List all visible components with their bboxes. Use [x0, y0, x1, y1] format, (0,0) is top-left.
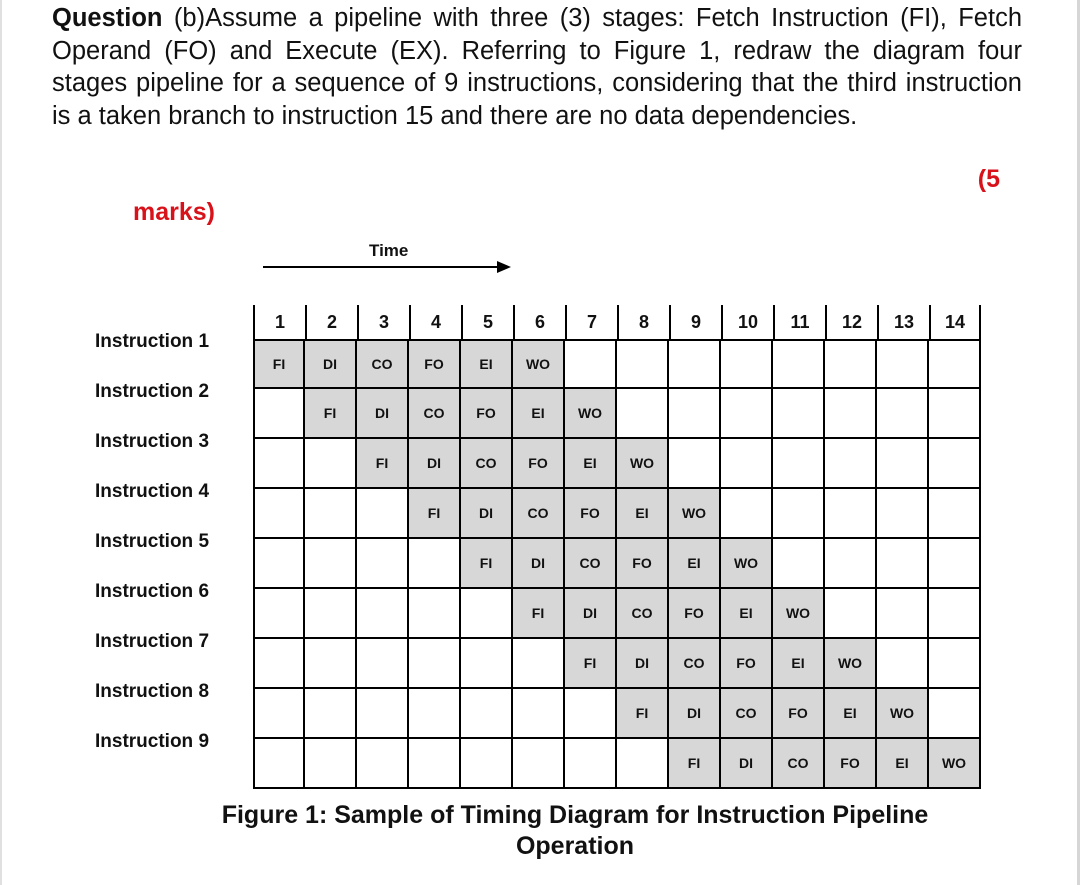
- stage-cell-ei: EI: [721, 589, 773, 639]
- stage-cell-ei: EI: [565, 439, 617, 489]
- empty-cell: [565, 689, 617, 739]
- empty-cell: [825, 339, 877, 389]
- instruction-label: Instruction 4: [95, 481, 210, 502]
- caption-line-2: Operation: [515, 832, 635, 860]
- stage-cell-fi: FI: [253, 339, 305, 389]
- empty-cell: [513, 639, 565, 689]
- empty-cell: [461, 639, 513, 689]
- instruction-label: Instruction 8: [95, 681, 210, 702]
- stage-cell-di: DI: [305, 339, 357, 389]
- empty-cell: [253, 539, 305, 589]
- empty-cell: [409, 539, 461, 589]
- empty-cell: [617, 389, 669, 439]
- time-column-header: 8: [617, 305, 669, 339]
- stage-cell-wo: WO: [773, 589, 825, 639]
- empty-cell: [825, 589, 877, 639]
- empty-cell: [877, 639, 929, 689]
- empty-cell: [825, 439, 877, 489]
- empty-cell: [929, 639, 981, 689]
- stage-cell-ei: EI: [669, 539, 721, 589]
- empty-cell: [253, 589, 305, 639]
- empty-cell: [721, 339, 773, 389]
- stage-cell-wo: WO: [929, 739, 981, 789]
- empty-cell: [773, 489, 825, 539]
- stage-cell-co: CO: [721, 689, 773, 739]
- empty-cell: [877, 539, 929, 589]
- stage-cell-wo: WO: [825, 639, 877, 689]
- empty-cell: [929, 539, 981, 589]
- empty-cell: [669, 389, 721, 439]
- empty-cell: [721, 439, 773, 489]
- stage-cell-ei: EI: [773, 639, 825, 689]
- time-column-header: 14: [929, 305, 981, 339]
- time-label: Time: [369, 241, 409, 260]
- question-body: (b)Assume a pipeline with three (3) stages: Fetch Instruction (FI), Fetch Operand (FO) and Execute (EX). Referring to Figure 1, redraw the diagram four stages pipeline for a sequence of 9 instructions, considering that the third instruction is a taken branch to instruction 15 and there are no data dependencies.: [52, 4, 1022, 130]
- empty-cell: [773, 339, 825, 389]
- stage-cell-fo: FO: [617, 539, 669, 589]
- stage-cell-co: CO: [409, 389, 461, 439]
- empty-cell: [877, 489, 929, 539]
- empty-cell: [357, 589, 409, 639]
- empty-cell: [929, 339, 981, 389]
- stage-cell-fi: FI: [305, 389, 357, 439]
- empty-cell: [409, 639, 461, 689]
- empty-cell: [877, 339, 929, 389]
- instruction-label: Instruction 7: [95, 631, 210, 652]
- instruction-label: Instruction 5: [95, 531, 210, 552]
- stage-cell-di: DI: [669, 689, 721, 739]
- stage-cell-co: CO: [773, 739, 825, 789]
- empty-cell: [669, 339, 721, 389]
- stage-cell-fo: FO: [773, 689, 825, 739]
- stage-cell-wo: WO: [877, 689, 929, 739]
- empty-cell: [357, 489, 409, 539]
- question-label: Question: [52, 4, 163, 32]
- empty-cell: [825, 489, 877, 539]
- stage-cell-fo: FO: [461, 389, 513, 439]
- empty-cell: [929, 389, 981, 439]
- stage-cell-ei: EI: [877, 739, 929, 789]
- stage-cell-fi: FI: [409, 489, 461, 539]
- marks-open: (5: [977, 165, 1000, 193]
- empty-cell: [357, 689, 409, 739]
- stage-cell-fi: FI: [565, 639, 617, 689]
- empty-cell: [773, 539, 825, 589]
- empty-cell: [305, 589, 357, 639]
- stage-cell-co: CO: [565, 539, 617, 589]
- stage-cell-di: DI: [513, 539, 565, 589]
- stage-cell-fi: FI: [357, 439, 409, 489]
- empty-cell: [253, 389, 305, 439]
- stage-cell-co: CO: [513, 489, 565, 539]
- empty-cell: [929, 439, 981, 489]
- stage-cell-fo: FO: [565, 489, 617, 539]
- time-column-header: 13: [877, 305, 929, 339]
- stage-cell-co: CO: [357, 339, 409, 389]
- empty-cell: [617, 339, 669, 389]
- empty-cell: [253, 639, 305, 689]
- instruction-label: Instruction 3: [95, 431, 210, 452]
- time-column-header: 11: [773, 305, 825, 339]
- time-column-header: 1: [253, 305, 305, 339]
- instruction-label: Instruction 1: [95, 331, 210, 352]
- stage-cell-wo: WO: [617, 439, 669, 489]
- empty-cell: [357, 739, 409, 789]
- stage-cell-wo: WO: [513, 339, 565, 389]
- page-left-edge: [0, 0, 2, 885]
- empty-cell: [357, 639, 409, 689]
- stage-cell-fo: FO: [825, 739, 877, 789]
- stage-cell-co: CO: [461, 439, 513, 489]
- stage-cell-co: CO: [617, 589, 669, 639]
- stage-cell-fo: FO: [513, 439, 565, 489]
- instruction-label: Instruction 2: [95, 381, 210, 402]
- empty-cell: [409, 589, 461, 639]
- instruction-label: Instruction 9: [95, 731, 210, 752]
- stage-cell-ei: EI: [513, 389, 565, 439]
- empty-cell: [409, 689, 461, 739]
- stage-cell-di: DI: [617, 639, 669, 689]
- time-column-header: 12: [825, 305, 877, 339]
- empty-cell: [877, 589, 929, 639]
- question-text: [52, 2, 1022, 132]
- empty-cell: [461, 689, 513, 739]
- stage-cell-ei: EI: [617, 489, 669, 539]
- stage-cell-co: CO: [669, 639, 721, 689]
- time-column-header: 6: [513, 305, 565, 339]
- empty-cell: [929, 689, 981, 739]
- empty-cell: [773, 389, 825, 439]
- caption-line-1: Figure 1: Sample of Timing Diagram for Instruction Pipeline: [221, 801, 929, 829]
- empty-cell: [513, 689, 565, 739]
- stage-cell-fo: FO: [721, 639, 773, 689]
- time-column-header: 2: [305, 305, 357, 339]
- stage-cell-wo: WO: [721, 539, 773, 589]
- time-column-header: 10: [721, 305, 773, 339]
- stage-cell-fo: FO: [669, 589, 721, 639]
- empty-cell: [877, 439, 929, 489]
- empty-cell: [305, 689, 357, 739]
- empty-cell: [253, 439, 305, 489]
- empty-cell: [513, 739, 565, 789]
- time-column-header: 5: [461, 305, 513, 339]
- empty-cell: [305, 639, 357, 689]
- marks-close: marks): [133, 198, 215, 226]
- time-column-header: 9: [669, 305, 721, 339]
- empty-cell: [253, 689, 305, 739]
- empty-cell: [825, 539, 877, 589]
- empty-cell: [461, 589, 513, 639]
- time-arrow: [263, 258, 513, 278]
- empty-cell: [253, 739, 305, 789]
- stage-cell-di: DI: [357, 389, 409, 439]
- time-column-header: 4: [409, 305, 461, 339]
- stage-cell-di: DI: [721, 739, 773, 789]
- empty-cell: [305, 439, 357, 489]
- time-column-header: 3: [357, 305, 409, 339]
- empty-cell: [773, 439, 825, 489]
- stage-cell-ei: EI: [461, 339, 513, 389]
- empty-cell: [877, 389, 929, 439]
- stage-cell-fo: FO: [409, 339, 461, 389]
- stage-cell-fi: FI: [513, 589, 565, 639]
- empty-cell: [461, 739, 513, 789]
- empty-cell: [565, 739, 617, 789]
- figure-caption: [150, 800, 1000, 862]
- empty-cell: [721, 389, 773, 439]
- empty-cell: [929, 489, 981, 539]
- stage-cell-wo: WO: [565, 389, 617, 439]
- stage-cell-fi: FI: [617, 689, 669, 739]
- stage-cell-ei: EI: [825, 689, 877, 739]
- stage-cell-di: DI: [461, 489, 513, 539]
- stage-cell-wo: WO: [669, 489, 721, 539]
- empty-cell: [565, 339, 617, 389]
- empty-cell: [929, 589, 981, 639]
- stage-cell-di: DI: [565, 589, 617, 639]
- pipeline-grid: [253, 305, 981, 789]
- stage-cell-di: DI: [409, 439, 461, 489]
- empty-cell: [357, 539, 409, 589]
- empty-cell: [669, 439, 721, 489]
- empty-cell: [721, 489, 773, 539]
- empty-cell: [305, 489, 357, 539]
- time-column-header: 7: [565, 305, 617, 339]
- stage-cell-fi: FI: [461, 539, 513, 589]
- empty-cell: [409, 739, 461, 789]
- empty-cell: [825, 389, 877, 439]
- empty-cell: [305, 739, 357, 789]
- instruction-label: Instruction 6: [95, 581, 210, 602]
- empty-cell: [305, 539, 357, 589]
- stage-cell-fi: FI: [669, 739, 721, 789]
- empty-cell: [617, 739, 669, 789]
- empty-cell: [253, 489, 305, 539]
